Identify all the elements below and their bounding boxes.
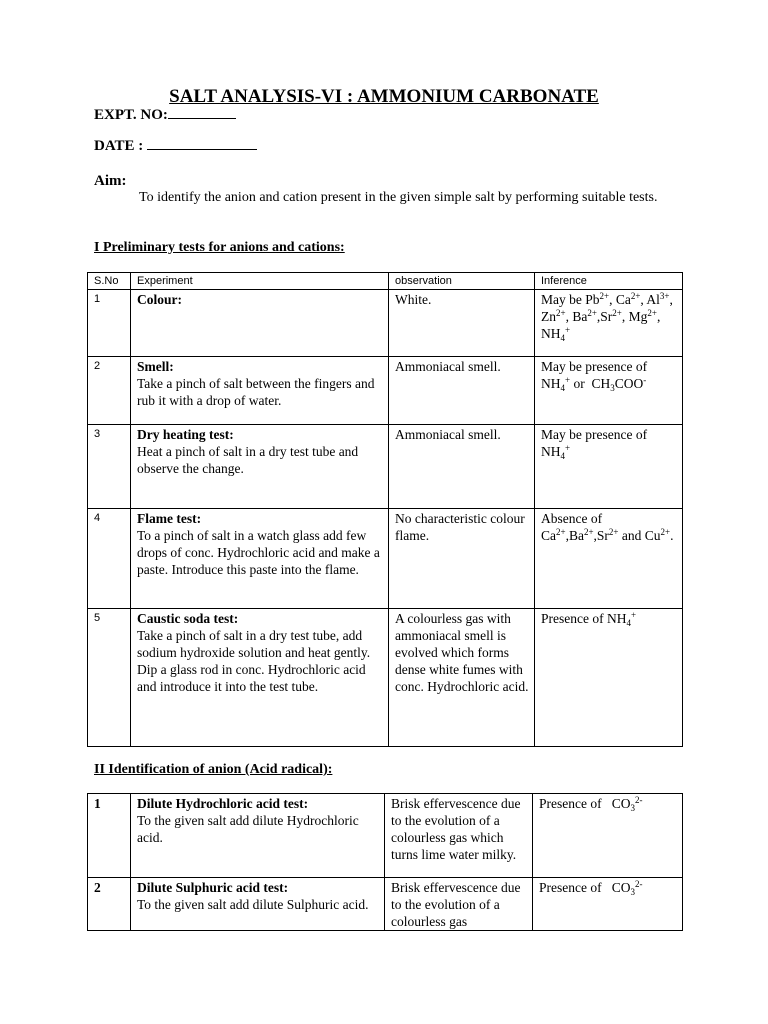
row-experiment bbox=[131, 290, 389, 357]
experiment-number-label: EXPT. NO: bbox=[94, 107, 168, 123]
anion-tests-table bbox=[87, 793, 683, 931]
row-sno: 4 bbox=[88, 509, 131, 609]
anion-tests-body bbox=[88, 794, 683, 931]
preliminary-tests-table bbox=[87, 272, 683, 747]
row-experiment bbox=[131, 509, 389, 609]
experiment-procedure: Take a pinch of salt between the fingers and rub it with a drop of water. bbox=[137, 376, 375, 408]
preliminary-tests-body bbox=[88, 290, 683, 747]
table-row bbox=[88, 878, 683, 931]
table-header-row bbox=[88, 273, 683, 290]
row-inference: May be presence of $NH_4^+$ bbox=[535, 425, 683, 509]
experiment-title: Flame test: bbox=[137, 511, 202, 526]
table-row bbox=[88, 794, 683, 878]
experiment-title: Caustic soda test: bbox=[137, 611, 239, 626]
date-line bbox=[94, 138, 257, 155]
row-observation: White. bbox=[389, 290, 535, 357]
table-row bbox=[88, 425, 683, 509]
experiment-title: Dilute Hydrochloric acid test: bbox=[137, 796, 309, 811]
table-row bbox=[88, 609, 683, 747]
row-observation: Brisk effervescence due to the evolution of a colourless gas bbox=[385, 878, 533, 931]
row-inference: Presence of $NH_4^+$ bbox=[535, 609, 683, 747]
experiment-title: Smell: bbox=[137, 359, 174, 374]
table-row bbox=[88, 509, 683, 609]
row-inference: Presence of $CO_3^{2-}$ bbox=[533, 878, 683, 931]
row-sno: 3 bbox=[88, 425, 131, 509]
experiment-procedure: Take a pinch of salt in a dry test tube, add sodium hydroxide solution and heat gently. Dip a glass rod in conc. Hydrochloric acid and introduce it into the test tube. bbox=[137, 628, 371, 694]
row-inference: May be $Pb^{2+}$, $Ca^{2+}$, $Al^{3+}$, $Zn^{2+}$, $Ba^{2+},Sr^{2+}$, $Mg^{2+}$, $NH_4^+$ bbox=[535, 290, 683, 357]
experiment-procedure: To a pinch of salt in a watch glass add few drops of conc. Hydrochloric acid and make a paste. Introduce this paste into the flame. bbox=[137, 528, 380, 577]
row-sno: 5 bbox=[88, 609, 131, 747]
row-experiment bbox=[131, 357, 389, 425]
experiment-procedure: To the given salt add dilute Sulphuric acid. bbox=[137, 897, 369, 912]
column-header-sno: S.No bbox=[88, 273, 131, 290]
row-observation: Brisk effervescence due to the evolution of a colourless gas which turns lime water milky. bbox=[385, 794, 533, 878]
row-observation: Ammoniacal smell. bbox=[389, 425, 535, 509]
row-experiment bbox=[131, 794, 385, 878]
row-observation: Ammoniacal smell. bbox=[389, 357, 535, 425]
experiment-procedure: To the given salt add dilute Hydrochloric acid. bbox=[137, 813, 359, 845]
row-inference: May be presence of $NH_4^+$ or $CH_3COO^-$ bbox=[535, 357, 683, 425]
experiment-number-line bbox=[94, 107, 236, 124]
experiment-title: Dry heating test: bbox=[137, 427, 234, 442]
aim-text: To identify the anion and cation present in the given simple salt by performing suitable tests. bbox=[139, 190, 658, 205]
row-sno: 2 bbox=[88, 878, 131, 931]
date-blank bbox=[147, 149, 257, 150]
column-header-experiment: Experiment bbox=[131, 273, 389, 290]
row-observation: A colourless gas with ammoniacal smell is evolved which forms dense white fumes with conc. Hydrochloric acid. bbox=[389, 609, 535, 747]
row-experiment bbox=[131, 425, 389, 509]
experiment-title: Colour: bbox=[137, 292, 182, 307]
row-inference: Presence of $CO_3^{2-}$ bbox=[533, 794, 683, 878]
row-sno: 1 bbox=[88, 794, 131, 878]
column-header-inference: Inference bbox=[535, 273, 683, 290]
row-sno: 1 bbox=[88, 290, 131, 357]
experiment-number-blank bbox=[168, 118, 236, 119]
row-observation: No characteristic colour flame. bbox=[389, 509, 535, 609]
row-sno: 2 bbox=[88, 357, 131, 425]
column-header-observation: observation bbox=[389, 273, 535, 290]
row-experiment bbox=[131, 609, 389, 747]
experiment-title: Dilute Sulphuric acid test: bbox=[137, 880, 289, 895]
page-title: SALT ANALYSIS-VI : AMMONIUM CARBONATE bbox=[169, 86, 599, 107]
row-inference: Absence of $Ca^{2+},Ba^{2+},Sr^{2+}$ and $Cu^{2+}$. bbox=[535, 509, 683, 609]
section-preliminary-heading: I Preliminary tests for anions and cations: bbox=[94, 240, 345, 255]
experiment-procedure: Heat a pinch of salt in a dry test tube and observe the change. bbox=[137, 444, 359, 476]
table-row bbox=[88, 357, 683, 425]
aim-heading: Aim: bbox=[94, 173, 127, 189]
table-row bbox=[88, 290, 683, 357]
row-experiment bbox=[131, 878, 385, 931]
date-label: DATE : bbox=[94, 138, 144, 154]
section-anion-heading: II Identification of anion (Acid radical): bbox=[94, 762, 333, 777]
